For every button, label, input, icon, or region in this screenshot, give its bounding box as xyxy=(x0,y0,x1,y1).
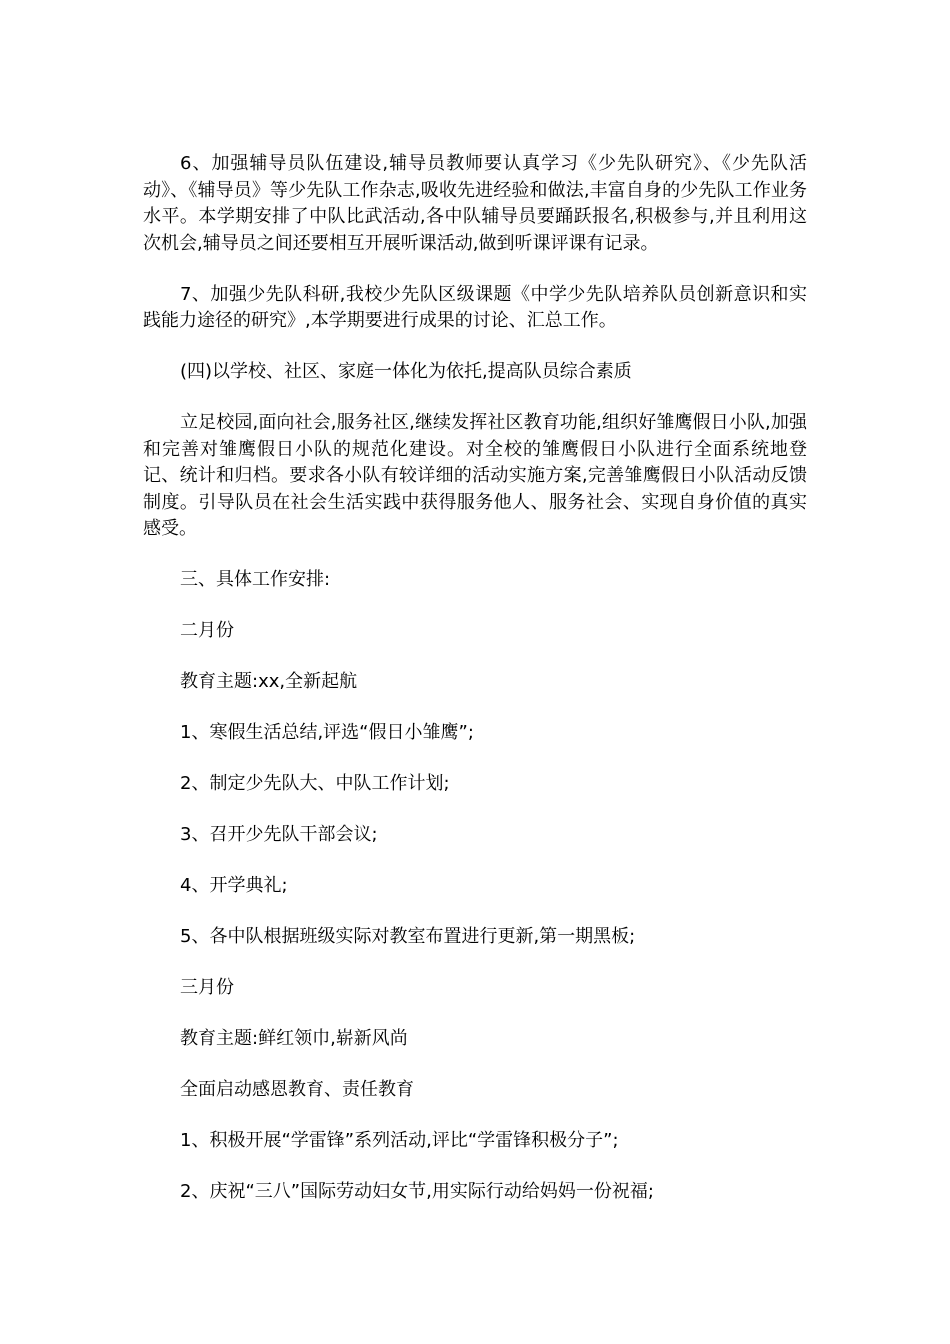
paragraph-gap xyxy=(143,1053,807,1078)
paragraph-gap xyxy=(143,645,807,670)
paragraph-community: 立足校园,面向社会,服务社区,继续发挥社区教育功能,组织好雏鹰假日小队,加强和完善对雏鹰假日小队的规范化建设。对全校的雏鹰假日小队进行全面系统地登记、统计和归档。要求各小队有较详细的活动实施方案,完善雏鹰假日小队活动反馈制度。引导队员在社会生活实践中获得服务他人、服务社会、实现自身价值的真实感受。 xyxy=(143,412,807,539)
month-heading-march: 三月份 xyxy=(180,977,234,998)
section-heading-schedule: 三、具体工作安排: xyxy=(180,569,331,590)
paragraph-gap xyxy=(143,747,807,772)
month-heading-february: 二月份 xyxy=(180,620,234,641)
list-item: 3、召开少先队干部会议; xyxy=(180,824,378,845)
theme-march: 教育主题:鲜红领巾,崭新风尚 xyxy=(180,1028,408,1049)
paragraph-gap xyxy=(143,849,807,874)
paragraph-gap xyxy=(143,1104,807,1129)
paragraph-gap xyxy=(143,696,807,721)
paragraph-gap xyxy=(143,900,807,925)
list-item: 4、开学典礼; xyxy=(180,875,288,896)
subtheme-march: 全面启动感恩教育、责任教育 xyxy=(180,1079,414,1100)
list-item: 2、制定少先队大、中队工作计划; xyxy=(180,773,450,794)
theme-february: 教育主题:xx,全新起航 xyxy=(180,671,358,692)
paragraph-research: 7、加强少先队科研,我校少先队区级课题《中学少先队培养队员创新意识和实践能力途径的研究》,本学期要进行成果的讨论、汇总工作。 xyxy=(143,283,807,331)
paragraph-gap xyxy=(143,1155,807,1180)
paragraph-gap xyxy=(143,798,807,823)
paragraph-gap xyxy=(143,951,807,976)
list-item: 2、庆祝“三八”国际劳动妇女节,用实际行动给妈妈一份祝福; xyxy=(180,1181,654,1202)
paragraph-gap xyxy=(143,594,807,619)
document-body xyxy=(143,151,807,1206)
list-item: 1、积极开展“学雷锋”系列活动,评比“学雷锋积极分子”; xyxy=(180,1130,619,1151)
paragraph-gap xyxy=(143,386,807,411)
list-item: 1、寒假生活总结,评选“假日小雏鹰”; xyxy=(180,722,474,743)
list-item: 5、各中队根据班级实际对教室布置进行更新,第一期黑板; xyxy=(180,926,636,947)
paragraph-gap xyxy=(143,335,807,360)
paragraph-gap xyxy=(143,257,807,282)
paragraph-gap xyxy=(143,543,807,568)
section-heading-integration: (四)以学校、社区、家庭一体化为依托,提高队员综合素质 xyxy=(180,361,632,382)
paragraph-gap xyxy=(143,1002,807,1027)
paragraph-counselor-training: 6、加强辅导员队伍建设,辅导员教师要认真学习《少先队研究》、《少先队活动》、《辅导员》等少先队工作杂志,吸收先进经验和做法,丰富自身的少先队工作业务水平。本学期安排了中队比武活动,各中队辅导员要踊跃报名,积极参与,并且利用这次机会,辅导员之间还要相互开展听课活动,做到听课评课有记录。 xyxy=(143,153,807,254)
